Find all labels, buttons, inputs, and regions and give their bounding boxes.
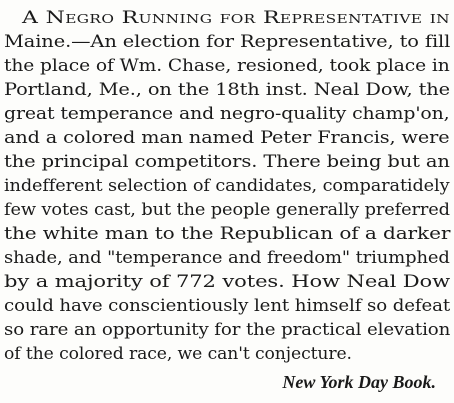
article-line-9: the white man to the Republican of a darker	[4, 224, 451, 244]
article-line-13: so rare an opportunity for the practical elevation	[4, 320, 451, 340]
article-line-10: shade, and "temperance and freedom" triumphed	[4, 248, 450, 268]
article-line-1: Maine.—An election for Representative, to fill	[4, 32, 451, 52]
article-line-3: Portland, Me., on the 18th inst. Neal Dow, the	[4, 80, 450, 100]
article-line-8: few votes cast, but the people generally preferred	[4, 200, 450, 220]
article-line-6: the principal competitors. There being but an	[4, 152, 450, 172]
article-line-2: the place of Wm. Chase, resioned, took place in	[4, 56, 450, 76]
headline: A Negro Running for Representative in	[22, 8, 450, 28]
article-line-7: indefferent selection of candidates, comparatidely	[4, 176, 450, 196]
article-line-12: could have conscientiously lent himself so defeat	[4, 296, 451, 316]
source-attribution: New York Day Book.	[282, 372, 436, 392]
article-line-14: of the colored race, we can't conjecture.	[4, 344, 352, 364]
article-line-4: great temperance and negro-quality champ'on,	[4, 104, 450, 124]
article-line-5: and a colored man named Peter Francis, were	[4, 128, 450, 148]
article-line-11: by a majority of 772 votes. How Neal Dow	[4, 272, 451, 292]
